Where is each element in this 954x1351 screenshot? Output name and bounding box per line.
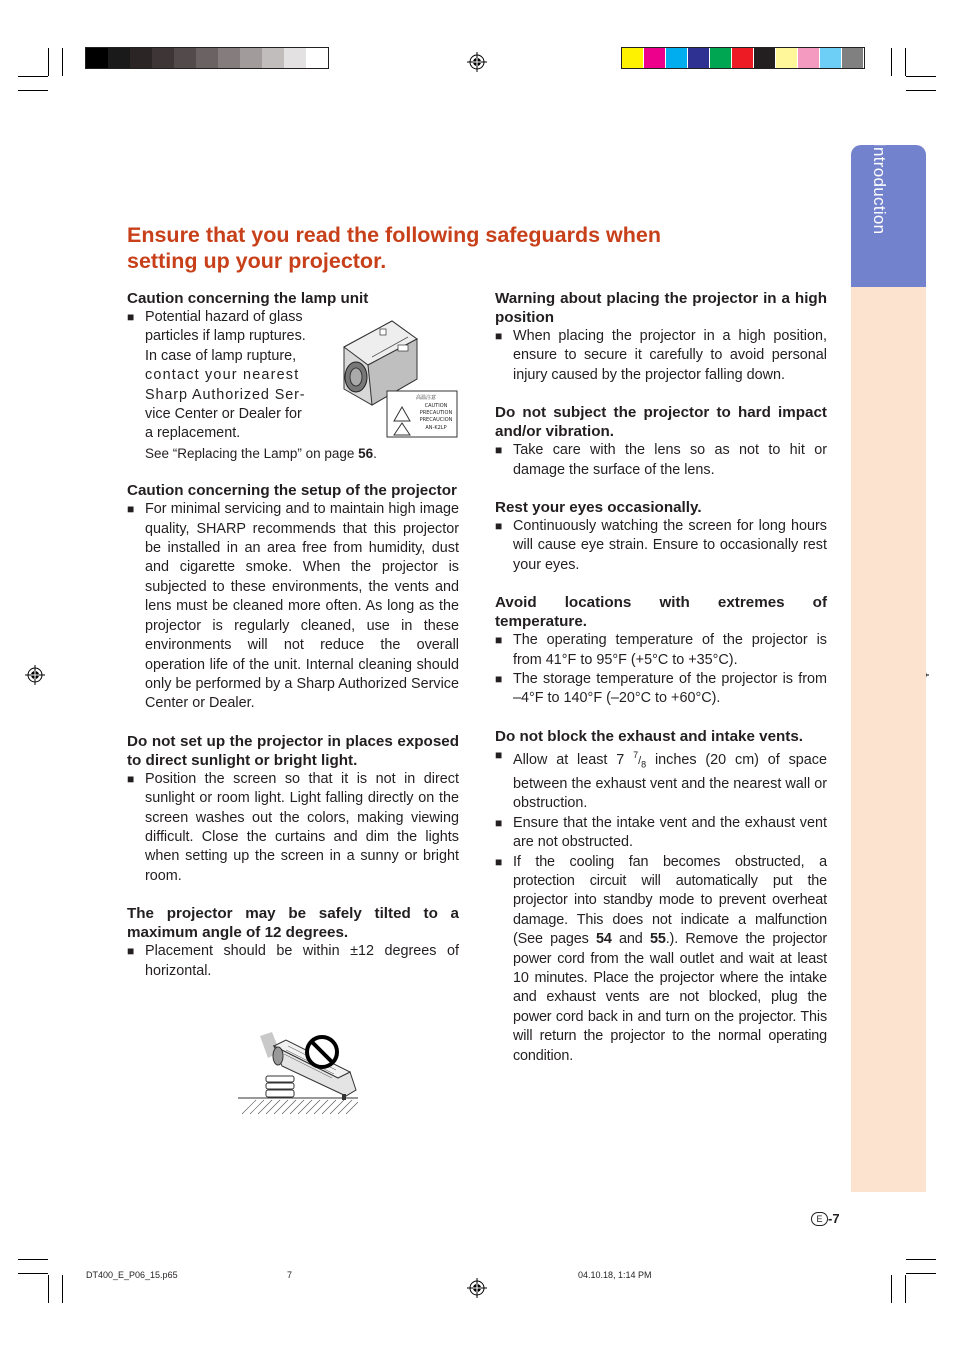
bullet-icon: ■: [495, 815, 503, 830]
bullet-icon: ■: [127, 944, 135, 959]
registration-mark-top-icon: [467, 52, 487, 72]
list-item: ■ Potential hazard of glass particles if lamp ruptures. In case of lamp rupture, contact your nearest Sharp Authorized Ser- vice Center or Dealer for a replacement.: [127, 309, 306, 442]
page-number: E -7: [811, 1211, 840, 1226]
section-heading: Rest your eyes occasionally.: [495, 499, 702, 517]
gray-swatch: [108, 48, 130, 68]
bullet-icon: ■: [495, 672, 503, 687]
list-item: ■ Position the screen so that it is not in direct sunlight or room light. Light falling directly on the screen washes out the colors, making viewing difficult. Close the curtains and dim the lights when setting up the screen in a sunny or bright room.: [127, 770, 459, 884]
bullet-icon: ■: [495, 633, 503, 648]
lamp-unit-illustration: [332, 317, 462, 439]
color-swatch: [754, 48, 775, 68]
bullet-icon: ■: [127, 310, 135, 324]
caution-label-line: AN-K2LP: [425, 425, 447, 431]
bullet-icon: ■: [127, 771, 135, 786]
list-item: ■ If the cooling fan becomes obstructed, a protection circuit will automatically put the projector into standby mode to prevent overheat damage. This does not indicate a malfunction (See pages 54 and 55.). Remove the projector power cord from the wall outlet and wait at least 10 minutes. Place the projector where the intake and exhaust vents are not blocked, plug the power cord back in and turn on the projector. This will return the projector to the normal operating condition.: [495, 853, 827, 1064]
bullet-icon: ■: [495, 329, 503, 343]
vents-section: [495, 727, 827, 1066]
registration-mark-bottom-icon: [467, 1278, 487, 1298]
color-swatch: [842, 48, 863, 68]
list-item: ■ Ensure that the intake vent and the exhaust vent are not obstructed.: [495, 814, 827, 851]
bullet-icon: ■: [495, 747, 503, 762]
footer-date: 04.10.18, 1:14 PM: [578, 1270, 652, 1280]
gray-swatch: [218, 48, 240, 68]
gray-swatch: [86, 48, 108, 68]
list-item: ■ For minimal servicing and to maintain high image quality, SHARP recommends that this projector be installed in an area free from humidity, dust and cigarette smoke. When the projector is subjected to these environments, the vents and lens must be cleaned more often. As long as the projector is regularly cleaned, use in these environments will not reduce the overall operation life of the unit. Internal cleaning should only be performed by a Sharp Authorized Service Center or Dealer.: [127, 501, 459, 712]
impact-section: [495, 403, 827, 480]
page-link[interactable]: 56: [358, 445, 374, 461]
caution-label-line: 高温注意: [415, 395, 437, 401]
caution-label-line: PRECAUCION: [419, 417, 453, 423]
tilted-projector-illustration: [238, 1032, 360, 1116]
section-heading: Warning about placing the projector in a high position: [495, 290, 827, 326]
page-title: Ensure that you read the following safeguards when setting up your projector.: [127, 223, 661, 273]
gray-swatch: [174, 48, 196, 68]
color-swatch: [710, 48, 731, 68]
list-item: ■ The operating temperature of the projector is from 41°F to 95°F (+5°C to +35°C).: [495, 632, 827, 668]
color-swatch: [732, 48, 753, 68]
section-heading: The projector may be safely tilted to a maximum angle of 12 degrees.: [127, 905, 459, 942]
gray-swatch: [306, 48, 328, 68]
setup-caution-section: [127, 481, 459, 713]
chapter-tab-label: Introduction: [870, 142, 889, 235]
bullet-icon: ■: [495, 854, 503, 869]
gray-swatch: [240, 48, 262, 68]
section-heading: Caution concerning the setup of the projector: [127, 482, 457, 500]
list-item: ■ Allow at least 7 $^7/_8$ inches (20 cm) of space between the exhaust vent and the nearest wall or obstruction.: [495, 747, 828, 812]
tilt-section: [127, 904, 459, 981]
high-position-section: [495, 289, 827, 385]
bullet-icon: ■: [495, 443, 503, 458]
list-item: ■ Take care with the lens so as not to hit or damage the surface of the lens.: [495, 442, 827, 478]
color-swatch: [644, 48, 665, 68]
section-heading: Do not block the exhaust and intake vents.: [495, 727, 804, 745]
side-panel: [851, 145, 926, 1192]
color-swatch: [820, 48, 841, 68]
list-item: ■ When placing the projector in a high position, ensure to secure it carefully to avoid personal injury caused by the projector falling down.: [495, 328, 827, 383]
right-column: [495, 289, 827, 1084]
registration-mark-left-icon: [25, 665, 45, 685]
list-item: ■ Continuously watching the screen for long hours will cause eye strain. Ensure to occasionally rest your eyes.: [495, 518, 827, 573]
lamp-caution-section: [127, 289, 459, 463]
section-heading: Avoid locations with extremes of temperature.: [495, 594, 827, 631]
temperature-section: [495, 593, 827, 709]
gray-swatch: [284, 48, 306, 68]
footer-filename: DT400_E_P06_15.p65: [86, 1270, 178, 1280]
page-link[interactable]: 54: [595, 931, 612, 948]
caution-label-line: PRECAUTION: [419, 410, 453, 416]
caution-label-line: CAUTION: [424, 403, 448, 409]
gray-swatch: [152, 48, 174, 68]
list-item: ■ Placement should be within ±12 degrees of horizontal.: [127, 943, 459, 979]
eyes-section: [495, 498, 827, 575]
color-swatch: [666, 48, 687, 68]
page-link[interactable]: 55: [649, 931, 666, 948]
color-swatch: [622, 48, 643, 68]
gray-swatch: [196, 48, 218, 68]
section-heading: Do not subject the projector to hard impact and/or vibration.: [495, 404, 827, 441]
color-swatch: [776, 48, 797, 68]
section-heading: Do not set up the projector in places exposed to direct sunlight or bright light.: [127, 732, 459, 769]
see-reference: See “Replacing the Lamp” on page 56.: [145, 445, 377, 461]
bullet-icon: ■: [127, 502, 135, 517]
footer-page: 7: [287, 1270, 293, 1280]
left-column: [127, 289, 459, 999]
bullet-icon: ■: [495, 519, 503, 534]
gray-swatch: [262, 48, 284, 68]
section-heading: Caution concerning the lamp unit: [127, 290, 369, 307]
list-item: ■ The storage temperature of the projector is from –4°F to 140°F (–20°C to +60°C).: [495, 671, 827, 707]
sunlight-section: [127, 732, 459, 886]
color-swatch: [688, 48, 709, 68]
e-circle-icon: E: [811, 1212, 828, 1226]
color-swatch: [798, 48, 819, 68]
gray-swatch: [130, 48, 152, 68]
